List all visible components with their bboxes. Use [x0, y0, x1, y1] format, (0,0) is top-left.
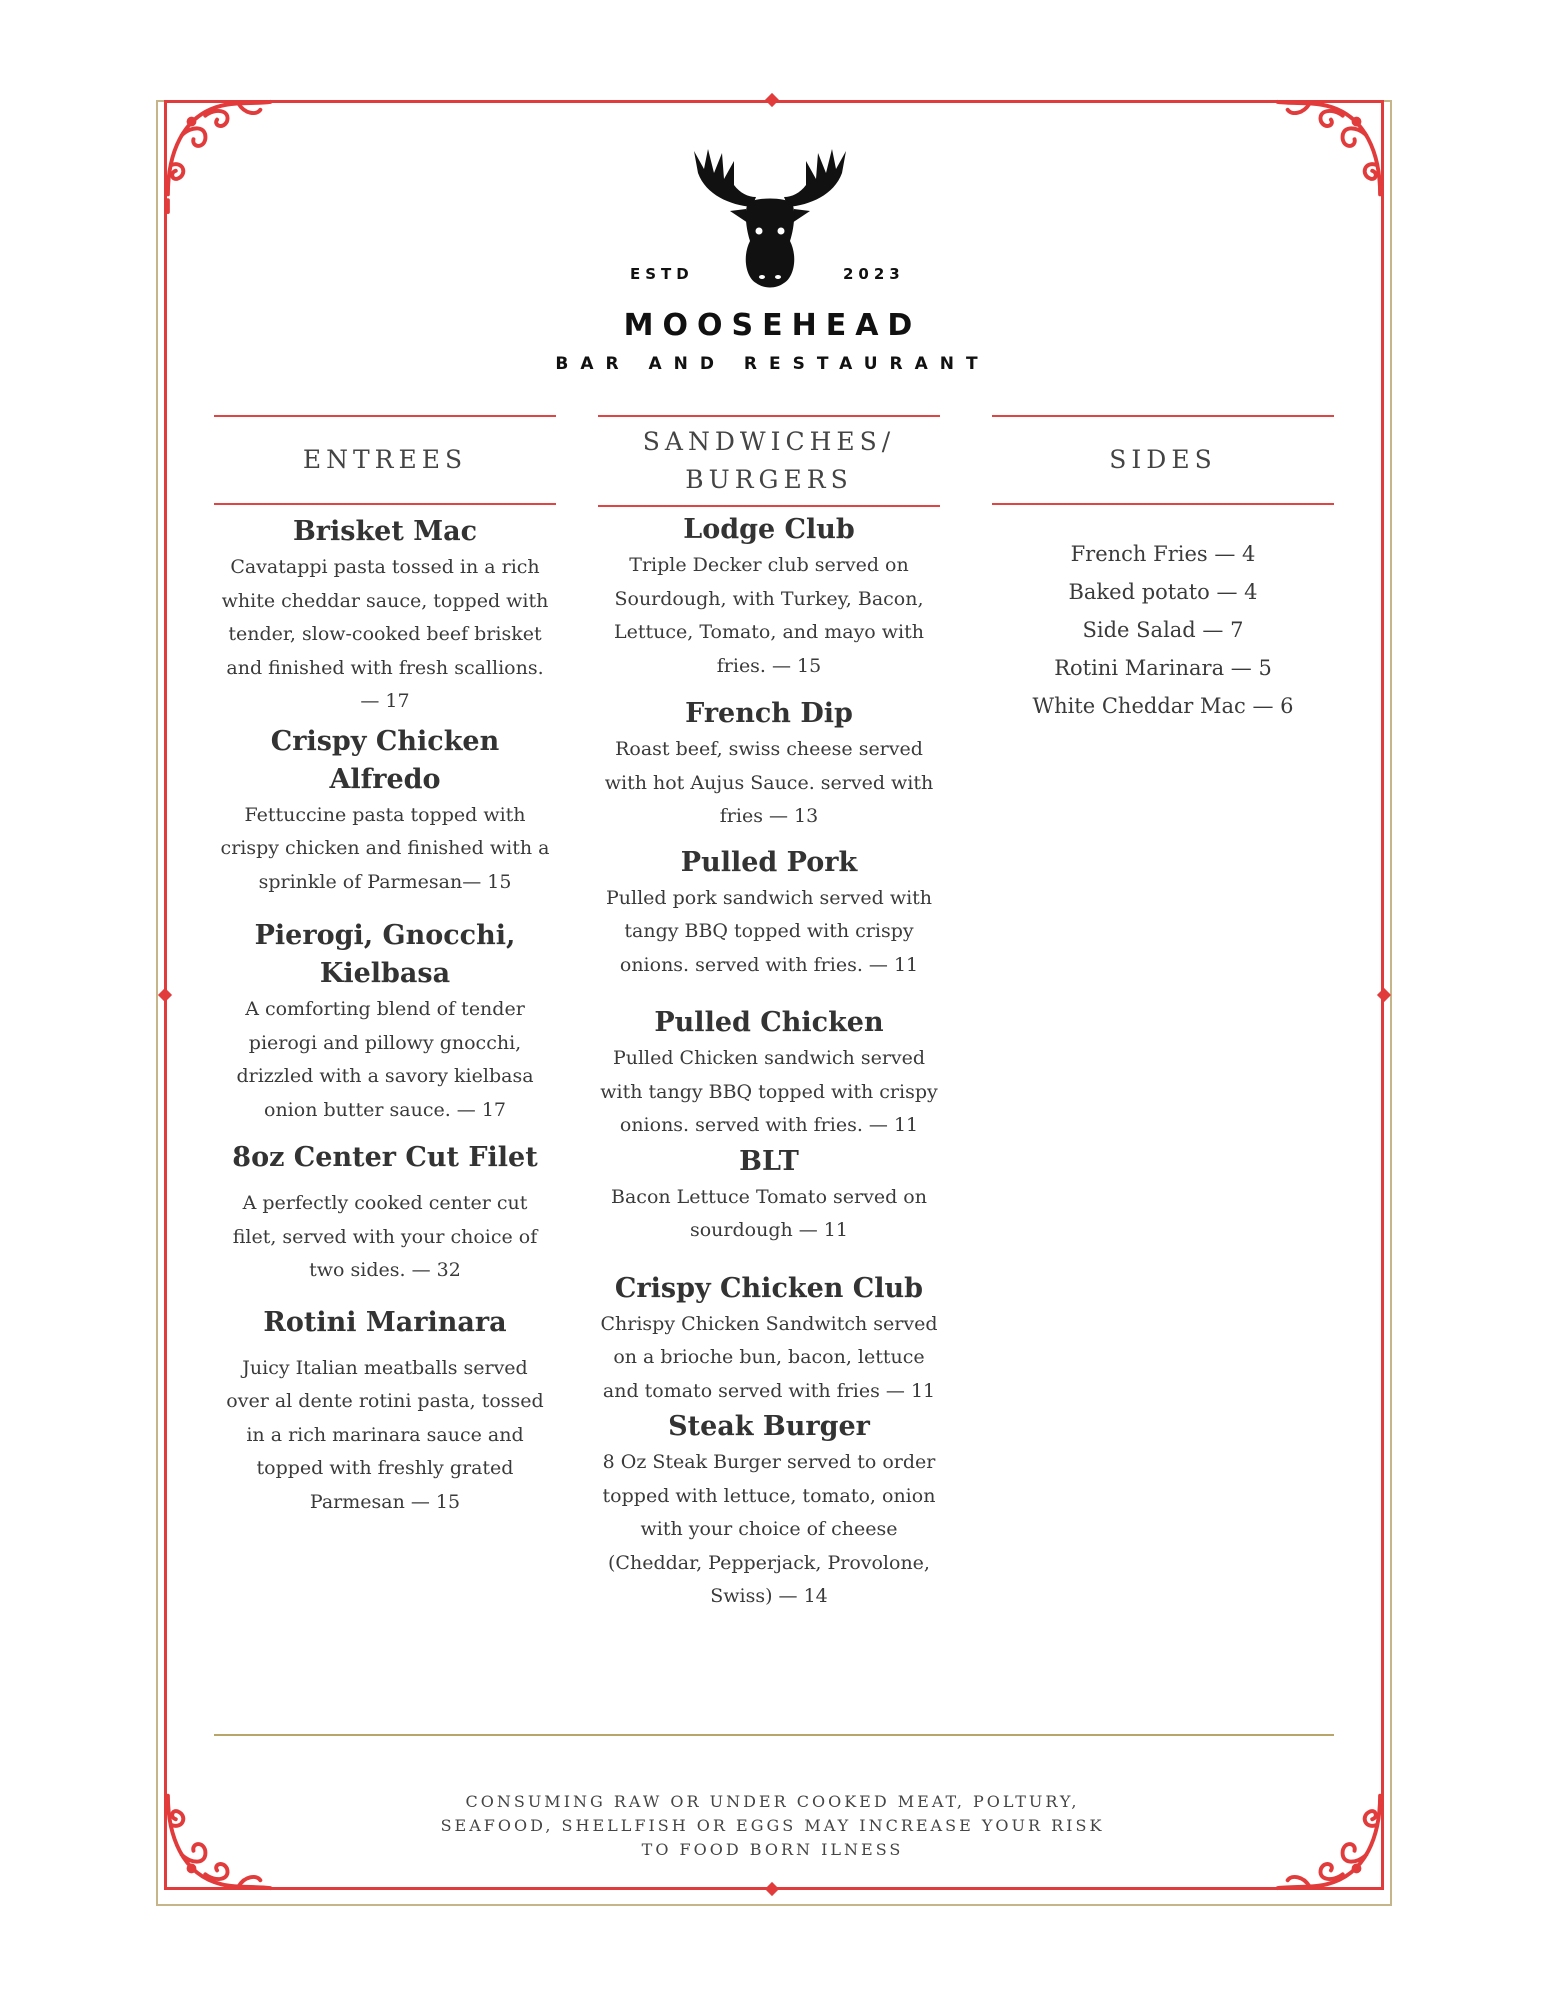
menu-item-name: Pierogi, Gnocchi, Kielbasa — [254, 920, 516, 989]
side-item: White Cheddar Mac — 6 — [1032, 694, 1294, 718]
sides-heading: SIDES — [992, 415, 1334, 505]
menu-item — [598, 1143, 940, 1248]
menu-item-name: Crispy Chicken Club — [614, 1272, 924, 1304]
side-item: Baked potato — 4 — [1068, 580, 1258, 604]
disclaimer-line: CONSUMING RAW OR UNDER COOKED MEAT, POLTURY, — [465, 1792, 1080, 1811]
menu-item-name: Lodge Club — [683, 514, 855, 545]
menu-item-description: Fettuccine pasta topped with crispy chicken and finished with a sprinkle of Parmesan— 15 — [220, 803, 550, 893]
ornament-corner-icon — [1268, 96, 1386, 214]
menu-item-description: A perfectly cooked center cut filet, served with your choice of two sides. — 32 — [232, 1192, 538, 1281]
menu-item-description: Juicy Italian meatballs served over al dente rotini pasta, tossed in a rich marinara sauce and topped with freshly grated Parmesan — 15 — [226, 1356, 544, 1513]
food-safety-disclaimer — [0, 1790, 1545, 1862]
entrees-heading: ENTREES — [214, 415, 556, 505]
menu-item — [598, 844, 940, 983]
restaurant-name: MOOSEHEAD — [623, 308, 922, 343]
menu-item — [598, 1004, 940, 1143]
menu-item — [598, 1270, 940, 1409]
sandwiches-heading-line1: SANDWICHES/ — [642, 427, 896, 456]
menu-item — [214, 1304, 556, 1520]
side-item: Side Salad — 7 — [1082, 618, 1244, 642]
menu-item-description: Triple Decker club served on Sourdough, with Turkey, Bacon, Lettuce, Tomato, and mayo with fries. — 15 — [613, 554, 924, 677]
entrees-column — [214, 415, 556, 1519]
sides-column — [992, 415, 1334, 725]
sandwiches-column — [598, 415, 940, 1614]
disclaimer-line: SEAFOOD, SHELLFISH OR EGGS MAY INCREASE YOUR RISK — [440, 1816, 1105, 1835]
estd-label: ESTD — [630, 265, 694, 283]
menu-item-name: Brisket Mac — [292, 516, 478, 547]
menu-item-name: French Dip — [685, 698, 853, 729]
sandwiches-heading — [598, 415, 940, 507]
menu-item — [598, 1408, 940, 1614]
menu-item-description: Roast beef, swiss cheese served with hot Aujus Sauce. served with fries — 13 — [604, 738, 934, 827]
menu-item-description: Cavatappi pasta tossed in a rich white cheddar sauce, topped with tender, slow-cooked beef brisket and finished with fresh scallions. — 17 — [221, 556, 549, 712]
menu-item-description: Chrispy Chicken Sandwitch served on a brioche bun, bacon, lettuce and tomato served with fries — 11 — [600, 1312, 938, 1402]
menu-item-description: Pulled pork sandwich served with tangy BBQ topped with crispy onions. served with fries. — 11 — [605, 886, 933, 976]
menu-item-name: BLT — [739, 1145, 799, 1177]
menu-item-name: Pulled Pork — [680, 846, 858, 878]
menu-item-name: Crispy Chicken Alfredo — [270, 725, 500, 795]
menu-item-description: Pulled Chicken sandwich served with tangy BBQ topped with crispy onions. served with fries. — 11 — [600, 1047, 938, 1136]
menu-item — [214, 513, 556, 719]
restaurant-subtitle: BAR AND RESTAURANT — [555, 354, 990, 374]
menu-item — [598, 511, 940, 683]
menu-item — [214, 1139, 556, 1288]
menu-item — [598, 695, 940, 834]
menu-item — [214, 917, 556, 1127]
menu-item — [214, 723, 556, 900]
sides-list — [992, 535, 1334, 725]
footer-divider — [214, 1734, 1334, 1736]
estd-year: 2023 — [843, 265, 905, 283]
menu-item-description: 8 Oz Steak Burger served to order topped with lettuce, tomato, onion with your choice of cheese (Cheddar, Pepperjack, Provolone, Swiss) — 14 — [602, 1451, 936, 1607]
menu-item-description: Bacon Lettuce Tomato served on sourdough — 11 — [611, 1185, 927, 1241]
sandwiches-heading-line2: BURGERS — [685, 465, 853, 494]
menu-item-description: A comforting blend of tender pierogi and pillowy gnocchi, drizzled with a savory kielbasa onion butter sauce. — 17 — [236, 998, 534, 1121]
disclaimer-line: TO FOOD BORN ILNESS — [641, 1840, 904, 1859]
ornament-corner-icon — [162, 96, 280, 214]
side-item: Rotini Marinara — 5 — [1054, 656, 1272, 680]
menu-item-name: 8oz Center Cut Filet — [232, 1142, 538, 1173]
side-item: French Fries — 4 — [1070, 542, 1256, 566]
menu-item-name: Rotini Marinara — [263, 1306, 507, 1338]
menu-item-name: Pulled Chicken — [654, 1007, 884, 1038]
menu-item-name: Steak Burger — [668, 1411, 870, 1442]
